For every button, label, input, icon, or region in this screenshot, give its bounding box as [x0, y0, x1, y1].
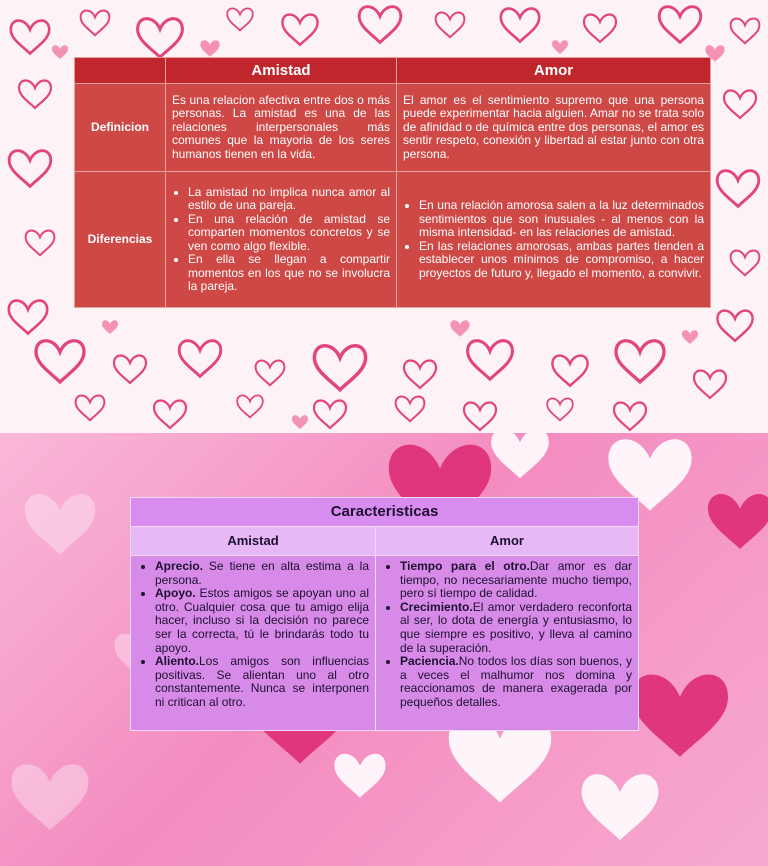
item-text: El amor verdadero reconforta al ser, lo dota de energía y entusiasmo, lo que siempre es positivo, y lleva al camino de la superación. — [400, 599, 633, 655]
list-item: • En una relación de amistad se comparten momentos concretos y se ven como algo flexible. — [188, 213, 390, 254]
header-row — [75, 58, 711, 84]
list-item — [155, 560, 369, 587]
col-header-amistad: Amistad — [166, 58, 397, 84]
list-item: • En las relaciones amorosas, ambas partes tienden a establecer unos mínimos de compromiso, a hacer proyectos de futuro y, llegado el momento, a convivir. — [419, 240, 704, 281]
list-item: • En una relación amorosa salen a la luz determinados sentimientos que son inusuales - al menos con la misma intensidad- en las relaciones de amistad. — [419, 199, 704, 240]
item-term: Apoyo. — [155, 586, 196, 601]
caracteristicas-amor-list — [382, 560, 632, 710]
diferencias-amistad-list — [172, 186, 390, 294]
col-header-amor: Amor — [376, 527, 639, 556]
item-text: Estos amigos se apoyan uno al otro. Cualquier cosa que tu amigo elija hacer, incluso si la decisión no parece ser la correcta, tú le brindarás todo tu apoyo. — [155, 586, 369, 655]
row-label-definicion: Definicion — [75, 84, 166, 172]
body-row — [131, 556, 639, 731]
list-item: • La amistad no implica nunca amor al estilo de una pareja. — [188, 186, 390, 213]
definicion-amor-text: El amor es el sentimiento supremo que una persona puede experimentar hacia alguien. Amar no se trata solo de afinidad o de química entre dos personas, el amor es sentir respeto, conexión y libertad al estar junto con otra persona. — [397, 84, 711, 172]
item-term: Aprecio. — [155, 559, 204, 573]
row-label-diferencias: Diferencias — [75, 172, 166, 308]
item-term: Tiempo para el otro. — [400, 559, 530, 573]
definicion-row — [75, 84, 711, 172]
list-item — [155, 655, 369, 709]
item-term: Paciencia. — [400, 654, 459, 669]
caracteristicas-amistad-cell — [131, 556, 376, 731]
caracteristicas-amistad-list — [137, 560, 369, 710]
diferencias-amor-list — [403, 199, 704, 280]
list-item — [400, 601, 632, 655]
caracteristicas-table — [130, 497, 639, 731]
item-text: Los amigos son influencias positivas. Se alientan uno al otro constantemente. Nunca se interponen ni critican al otro. — [155, 654, 369, 709]
list-item — [400, 655, 632, 709]
caracteristicas-title: Caracteristicas — [131, 498, 639, 527]
diferencias-amistad-cell — [166, 172, 397, 308]
col-header-amistad: Amistad — [131, 527, 376, 556]
col-header-amor: Amor — [397, 58, 711, 84]
list-item — [400, 560, 632, 601]
item-text: Dar amor es dar tiempo, no necesariamente mucho tiempo, pero sí tiempo de calidad. — [400, 559, 633, 601]
definicion-amistad-text: Es una relacion afectiva entre dos o más personas. La amistad es una de las relaciones interpersonales más comunes que la mayoria de los seres humanos tienen en la vida. — [166, 84, 397, 172]
list-item — [155, 587, 369, 655]
list-item: • En ella se llegan a compartir momentos en los que no se involucra la pareja. — [188, 253, 390, 294]
item-term: Aliento. — [155, 654, 199, 669]
diferencias-amor-cell — [397, 172, 711, 308]
empty-header-cell — [75, 58, 166, 84]
item-term: Crecimiento. — [400, 599, 473, 614]
title-row — [131, 498, 639, 527]
caracteristicas-amor-cell — [376, 556, 639, 731]
item-text: Se tiene en alta estima a la persona. — [155, 559, 369, 587]
amistad-amor-comparison-table — [74, 57, 711, 308]
diferencias-row — [75, 172, 711, 308]
header-row — [131, 527, 639, 556]
item-text: No todos los días son buenos, y a veces el malhumor nos domina y reaccionamos de manera exagerada por pequeños detalles. — [400, 654, 633, 709]
